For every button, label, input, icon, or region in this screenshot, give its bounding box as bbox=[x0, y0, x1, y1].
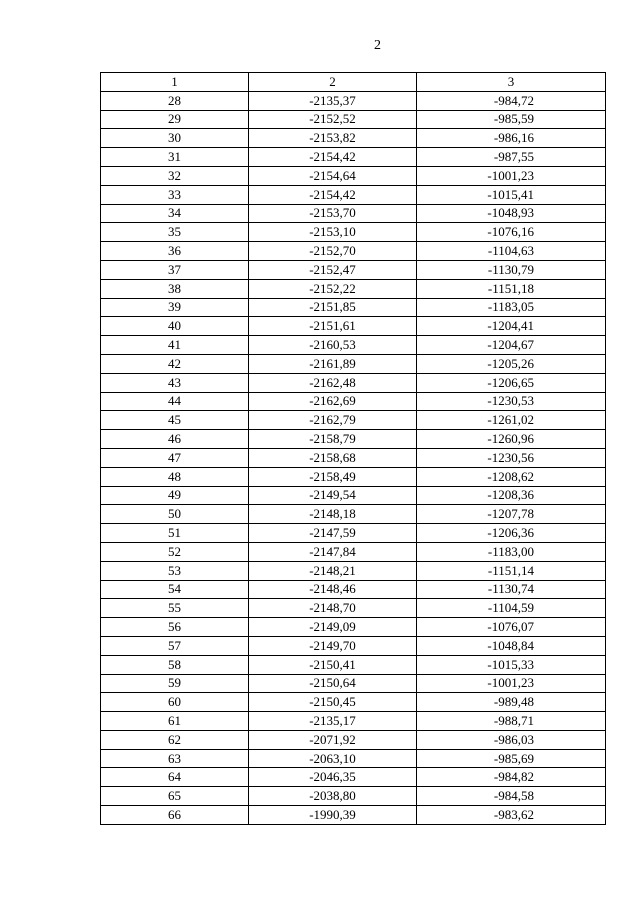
x-coordinate-cell: -2148,46 bbox=[249, 580, 417, 599]
table-row bbox=[101, 561, 606, 580]
y-coordinate-cell: -1206,65 bbox=[417, 373, 606, 392]
y-coordinate-cell: -1207,78 bbox=[417, 505, 606, 524]
point-number-cell: 49 bbox=[101, 486, 249, 505]
table-row bbox=[101, 486, 606, 505]
x-coordinate-cell: -2153,70 bbox=[249, 204, 417, 223]
x-coordinate-cell: -2152,52 bbox=[249, 110, 417, 129]
x-coordinate-cell: -2154,42 bbox=[249, 148, 417, 167]
y-coordinate-cell: -1001,23 bbox=[417, 674, 606, 693]
y-coordinate-cell: -1048,93 bbox=[417, 204, 606, 223]
x-coordinate-cell: -2152,70 bbox=[249, 242, 417, 261]
point-number-cell: 30 bbox=[101, 129, 249, 148]
table-row bbox=[101, 712, 606, 731]
x-coordinate-cell: -2150,64 bbox=[249, 674, 417, 693]
x-coordinate-cell: -2162,48 bbox=[249, 373, 417, 392]
point-number-cell: 51 bbox=[101, 524, 249, 543]
table-row bbox=[101, 148, 606, 167]
table-row bbox=[101, 91, 606, 110]
x-coordinate-cell: -2147,59 bbox=[249, 524, 417, 543]
table-row bbox=[101, 354, 606, 373]
table-row bbox=[101, 749, 606, 768]
x-coordinate-cell: -1990,39 bbox=[249, 806, 417, 825]
x-coordinate-cell: -2038,80 bbox=[249, 787, 417, 806]
table-row bbox=[101, 505, 606, 524]
point-number-cell: 47 bbox=[101, 448, 249, 467]
x-coordinate-cell: -2162,79 bbox=[249, 411, 417, 430]
x-coordinate-cell: -2071,92 bbox=[249, 730, 417, 749]
x-coordinate-cell: -2151,61 bbox=[249, 317, 417, 336]
table-row bbox=[101, 430, 606, 449]
y-coordinate-cell: -984,72 bbox=[417, 91, 606, 110]
y-coordinate-cell: -1260,96 bbox=[417, 430, 606, 449]
y-coordinate-cell: -1206,36 bbox=[417, 524, 606, 543]
y-coordinate-cell: -983,62 bbox=[417, 806, 606, 825]
y-coordinate-cell: -986,16 bbox=[417, 129, 606, 148]
point-number-cell: 36 bbox=[101, 242, 249, 261]
point-number-cell: 39 bbox=[101, 298, 249, 317]
point-number-cell: 61 bbox=[101, 712, 249, 731]
y-coordinate-cell: -1204,67 bbox=[417, 336, 606, 355]
x-coordinate-cell: -2149,70 bbox=[249, 636, 417, 655]
point-number-cell: 53 bbox=[101, 561, 249, 580]
point-number-cell: 28 bbox=[101, 91, 249, 110]
x-coordinate-cell: -2147,84 bbox=[249, 542, 417, 561]
column-header-2: 2 bbox=[249, 73, 417, 92]
x-coordinate-cell: -2046,35 bbox=[249, 768, 417, 787]
point-number-cell: 42 bbox=[101, 354, 249, 373]
point-number-cell: 59 bbox=[101, 674, 249, 693]
table-row bbox=[101, 204, 606, 223]
point-number-cell: 56 bbox=[101, 618, 249, 637]
table-row bbox=[101, 674, 606, 693]
point-number-cell: 55 bbox=[101, 599, 249, 618]
table-row bbox=[101, 392, 606, 411]
table-row bbox=[101, 336, 606, 355]
point-number-cell: 45 bbox=[101, 411, 249, 430]
table-row bbox=[101, 806, 606, 825]
point-number-cell: 33 bbox=[101, 185, 249, 204]
point-number-cell: 31 bbox=[101, 148, 249, 167]
table-row bbox=[101, 166, 606, 185]
table-row bbox=[101, 260, 606, 279]
table-body bbox=[101, 91, 606, 824]
page-number: 2 bbox=[374, 38, 381, 53]
y-coordinate-cell: -1208,62 bbox=[417, 467, 606, 486]
table-row bbox=[101, 129, 606, 148]
point-number-cell: 60 bbox=[101, 693, 249, 712]
table-row bbox=[101, 787, 606, 806]
y-coordinate-cell: -1104,59 bbox=[417, 599, 606, 618]
x-coordinate-cell: -2149,54 bbox=[249, 486, 417, 505]
y-coordinate-cell: -1151,14 bbox=[417, 561, 606, 580]
point-number-cell: 52 bbox=[101, 542, 249, 561]
x-coordinate-cell: -2148,18 bbox=[249, 505, 417, 524]
point-number-cell: 54 bbox=[101, 580, 249, 599]
x-coordinate-cell: -2135,17 bbox=[249, 712, 417, 731]
x-coordinate-cell: -2154,42 bbox=[249, 185, 417, 204]
x-coordinate-cell: -2162,69 bbox=[249, 392, 417, 411]
table-row bbox=[101, 636, 606, 655]
y-coordinate-cell: -1104,63 bbox=[417, 242, 606, 261]
point-number-cell: 34 bbox=[101, 204, 249, 223]
y-coordinate-cell: -988,71 bbox=[417, 712, 606, 731]
point-number-cell: 29 bbox=[101, 110, 249, 129]
y-coordinate-cell: -1208,36 bbox=[417, 486, 606, 505]
x-coordinate-cell: -2152,22 bbox=[249, 279, 417, 298]
x-coordinate-cell: -2150,41 bbox=[249, 655, 417, 674]
x-coordinate-cell: -2153,10 bbox=[249, 223, 417, 242]
x-coordinate-cell: -2148,21 bbox=[249, 561, 417, 580]
x-coordinate-cell: -2148,70 bbox=[249, 599, 417, 618]
point-number-cell: 58 bbox=[101, 655, 249, 674]
table-row bbox=[101, 524, 606, 543]
x-coordinate-cell: -2152,47 bbox=[249, 260, 417, 279]
table-row bbox=[101, 730, 606, 749]
point-number-cell: 50 bbox=[101, 505, 249, 524]
point-number-cell: 63 bbox=[101, 749, 249, 768]
y-coordinate-cell: -1261,02 bbox=[417, 411, 606, 430]
y-coordinate-cell: -985,59 bbox=[417, 110, 606, 129]
y-coordinate-cell: -1015,33 bbox=[417, 655, 606, 674]
table-row bbox=[101, 618, 606, 637]
y-coordinate-cell: -985,69 bbox=[417, 749, 606, 768]
y-coordinate-cell: -1001,23 bbox=[417, 166, 606, 185]
point-number-cell: 65 bbox=[101, 787, 249, 806]
table-row bbox=[101, 542, 606, 561]
y-coordinate-cell: -1205,26 bbox=[417, 354, 606, 373]
point-number-cell: 46 bbox=[101, 430, 249, 449]
table-row bbox=[101, 317, 606, 336]
table-row bbox=[101, 599, 606, 618]
point-number-cell: 37 bbox=[101, 260, 249, 279]
point-number-cell: 38 bbox=[101, 279, 249, 298]
x-coordinate-cell: -2153,82 bbox=[249, 129, 417, 148]
y-coordinate-cell: -1183,00 bbox=[417, 542, 606, 561]
y-coordinate-cell: -989,48 bbox=[417, 693, 606, 712]
x-coordinate-cell: -2135,37 bbox=[249, 91, 417, 110]
x-coordinate-cell: -2160,53 bbox=[249, 336, 417, 355]
table-row bbox=[101, 411, 606, 430]
table-header-row bbox=[101, 73, 606, 92]
x-coordinate-cell: -2154,64 bbox=[249, 166, 417, 185]
table-row bbox=[101, 768, 606, 787]
y-coordinate-cell: -1204,41 bbox=[417, 317, 606, 336]
coordinates-table bbox=[100, 72, 606, 825]
x-coordinate-cell: -2161,89 bbox=[249, 354, 417, 373]
y-coordinate-cell: -1183,05 bbox=[417, 298, 606, 317]
table-row bbox=[101, 580, 606, 599]
y-coordinate-cell: -1130,79 bbox=[417, 260, 606, 279]
y-coordinate-cell: -1130,74 bbox=[417, 580, 606, 599]
x-coordinate-cell: -2158,68 bbox=[249, 448, 417, 467]
point-number-cell: 64 bbox=[101, 768, 249, 787]
x-coordinate-cell: -2063,10 bbox=[249, 749, 417, 768]
table-row bbox=[101, 185, 606, 204]
point-number-cell: 40 bbox=[101, 317, 249, 336]
point-number-cell: 35 bbox=[101, 223, 249, 242]
y-coordinate-cell: -987,55 bbox=[417, 148, 606, 167]
table-row bbox=[101, 467, 606, 486]
table-row bbox=[101, 298, 606, 317]
point-number-cell: 48 bbox=[101, 467, 249, 486]
x-coordinate-cell: -2150,45 bbox=[249, 693, 417, 712]
x-coordinate-cell: -2151,85 bbox=[249, 298, 417, 317]
y-coordinate-cell: -984,58 bbox=[417, 787, 606, 806]
table-row bbox=[101, 693, 606, 712]
y-coordinate-cell: -1076,07 bbox=[417, 618, 606, 637]
y-coordinate-cell: -1230,56 bbox=[417, 448, 606, 467]
table-row bbox=[101, 223, 606, 242]
x-coordinate-cell: -2158,79 bbox=[249, 430, 417, 449]
table-row bbox=[101, 110, 606, 129]
table-row bbox=[101, 279, 606, 298]
table-row bbox=[101, 448, 606, 467]
y-coordinate-cell: -1151,18 bbox=[417, 279, 606, 298]
x-coordinate-cell: -2158,49 bbox=[249, 467, 417, 486]
table-row bbox=[101, 242, 606, 261]
table-row bbox=[101, 655, 606, 674]
y-coordinate-cell: -1230,53 bbox=[417, 392, 606, 411]
x-coordinate-cell: -2149,09 bbox=[249, 618, 417, 637]
point-number-cell: 41 bbox=[101, 336, 249, 355]
point-number-cell: 62 bbox=[101, 730, 249, 749]
point-number-cell: 66 bbox=[101, 806, 249, 825]
column-header-3: 3 bbox=[417, 73, 606, 92]
table-row bbox=[101, 373, 606, 392]
y-coordinate-cell: -1015,41 bbox=[417, 185, 606, 204]
point-number-cell: 43 bbox=[101, 373, 249, 392]
y-coordinate-cell: -1048,84 bbox=[417, 636, 606, 655]
point-number-cell: 32 bbox=[101, 166, 249, 185]
column-header-1: 1 bbox=[101, 73, 249, 92]
y-coordinate-cell: -1076,16 bbox=[417, 223, 606, 242]
y-coordinate-cell: -984,82 bbox=[417, 768, 606, 787]
y-coordinate-cell: -986,03 bbox=[417, 730, 606, 749]
point-number-cell: 57 bbox=[101, 636, 249, 655]
point-number-cell: 44 bbox=[101, 392, 249, 411]
